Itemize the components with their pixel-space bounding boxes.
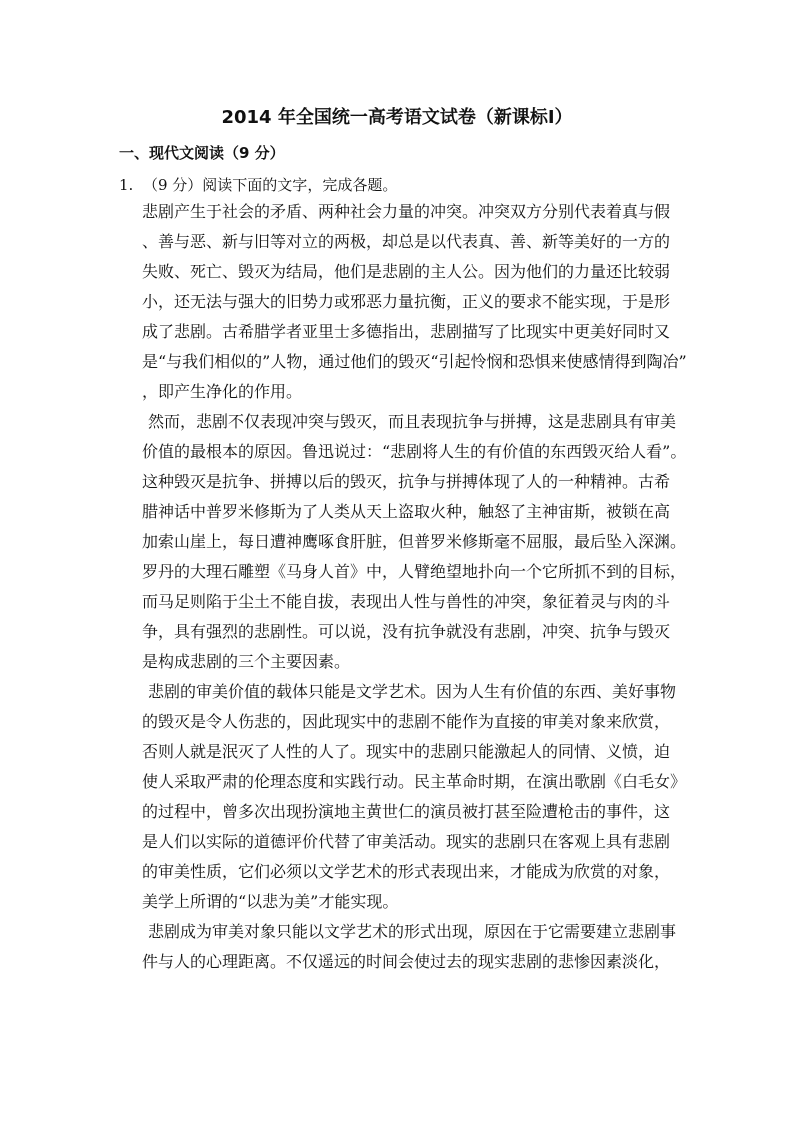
- passage-line: 悲剧产生于社会的矛盾、两种社会力量的冲突。冲突双方分别代表着真与假: [142, 202, 671, 221]
- passage-line: 是人们以实际的道德评价代替了审美活动。现实的悲剧只在客观上具有悲剧: [142, 832, 671, 851]
- passage-line: 、善与恶、新与旧等对立的两极，却总是以代表真、善、新等美好的一方的: [142, 232, 671, 251]
- exam-title: 2014 年全国统一高考语文试卷（新课标Ⅰ）: [221, 107, 573, 128]
- reading-passage: [142, 197, 687, 977]
- passage-line: 悲剧的审美价值的载体只能是文学艺术。因为人生有价值的东西、美好事物: [148, 682, 677, 701]
- passage-line: 件与人的心理距离。不仅遥远的时间会使过去的现实悲剧的悲惨因素淡化，: [142, 952, 671, 971]
- question-instruction: （9 分）阅读下面的文字，完成各题。: [143, 176, 398, 194]
- section-heading: 一、现代文阅读（9 分）: [119, 144, 285, 162]
- passage-line: 然而，悲剧不仅表现冲突与毁灭，而且表现抗争与拼搏，这是悲剧具有审美: [148, 412, 677, 431]
- passage-line: 成了悲剧。古希腊学者亚里士多德指出，悲剧描写了比现实中更美好同时又: [142, 322, 671, 341]
- passage-line: 加索山崖上，每日遭神鹰啄食肝脏，但普罗米修斯毫不屈服，最后坠入深渊。: [142, 532, 687, 551]
- passage-line: 失败、死亡、毁灭为结局，他们是悲剧的主人公。因为他们的力量还比较弱: [142, 262, 671, 281]
- passage-line: 使人采取严肃的伦理态度和实践行动。民主革命时期，在演出歌剧《白毛女》: [142, 772, 687, 791]
- passage-line: 小，还无法与强大的旧势力或邪恶力量抗衡，正义的要求不能实现，于是形: [142, 292, 671, 311]
- passage-line: 的审美性质，它们必须以文学艺术的形式表现出来，才能成为欣赏的对象，: [142, 862, 671, 881]
- passage-line: 美学上所谓的“以悲为美”才能实现。: [142, 892, 399, 911]
- passage-line: 争，具有强烈的悲剧性。可以说，没有抗争就没有悲剧，冲突、抗争与毁灭: [142, 622, 671, 641]
- passage-line: 否则人就是泯灭了人性的人了。现实中的悲剧只能激起人的同情、义愤，迫: [142, 742, 671, 761]
- passage-line: 的毁灭是令人伤悲的，因此现实中的悲剧不能作为直接的审美对象来欣赏，: [142, 712, 671, 731]
- passage-line: 腊神话中普罗米修斯为了人类从天上盗取火种，触怒了主神宙斯，被锁在高: [142, 502, 671, 521]
- passage-line: 这种毁灭是抗争、拼搏以后的毁灭，抗争与拼搏体现了人的一种精神。古希: [142, 472, 671, 491]
- passage-line: 而马足则陷于尘土不能自拔，表现出人性与兽性的冲突，象征着灵与肉的斗: [142, 592, 671, 611]
- passage-line: ，即产生净化的作用。: [142, 382, 303, 401]
- question-line: [119, 174, 397, 196]
- passage-line: 悲剧成为审美对象只能以文学艺术的形式出现，原因在于它需要建立悲剧事: [148, 922, 677, 941]
- passage-line: 是“与我们相似的”人物，通过他们的毁灭“引起怜悯和恐惧来使感情得到陶冶”: [142, 352, 687, 371]
- passage-line: 价值的最根本的原因。鲁迅说过：“悲剧将人生的有价值的东西毁灭给人看”。: [142, 442, 687, 461]
- passage-line: 是构成悲剧的三个主要因素。: [142, 652, 351, 671]
- question-number: 1.: [119, 176, 134, 194]
- passage-line: 罗丹的大理石雕塑《马身人首》中，人臂绝望地扑向一个它所抓不到的目标，: [142, 562, 687, 581]
- passage-line: 的过程中，曾多次出现扮演地主黄世仁的演员被打甚至险遭枪击的事件，这: [142, 802, 671, 821]
